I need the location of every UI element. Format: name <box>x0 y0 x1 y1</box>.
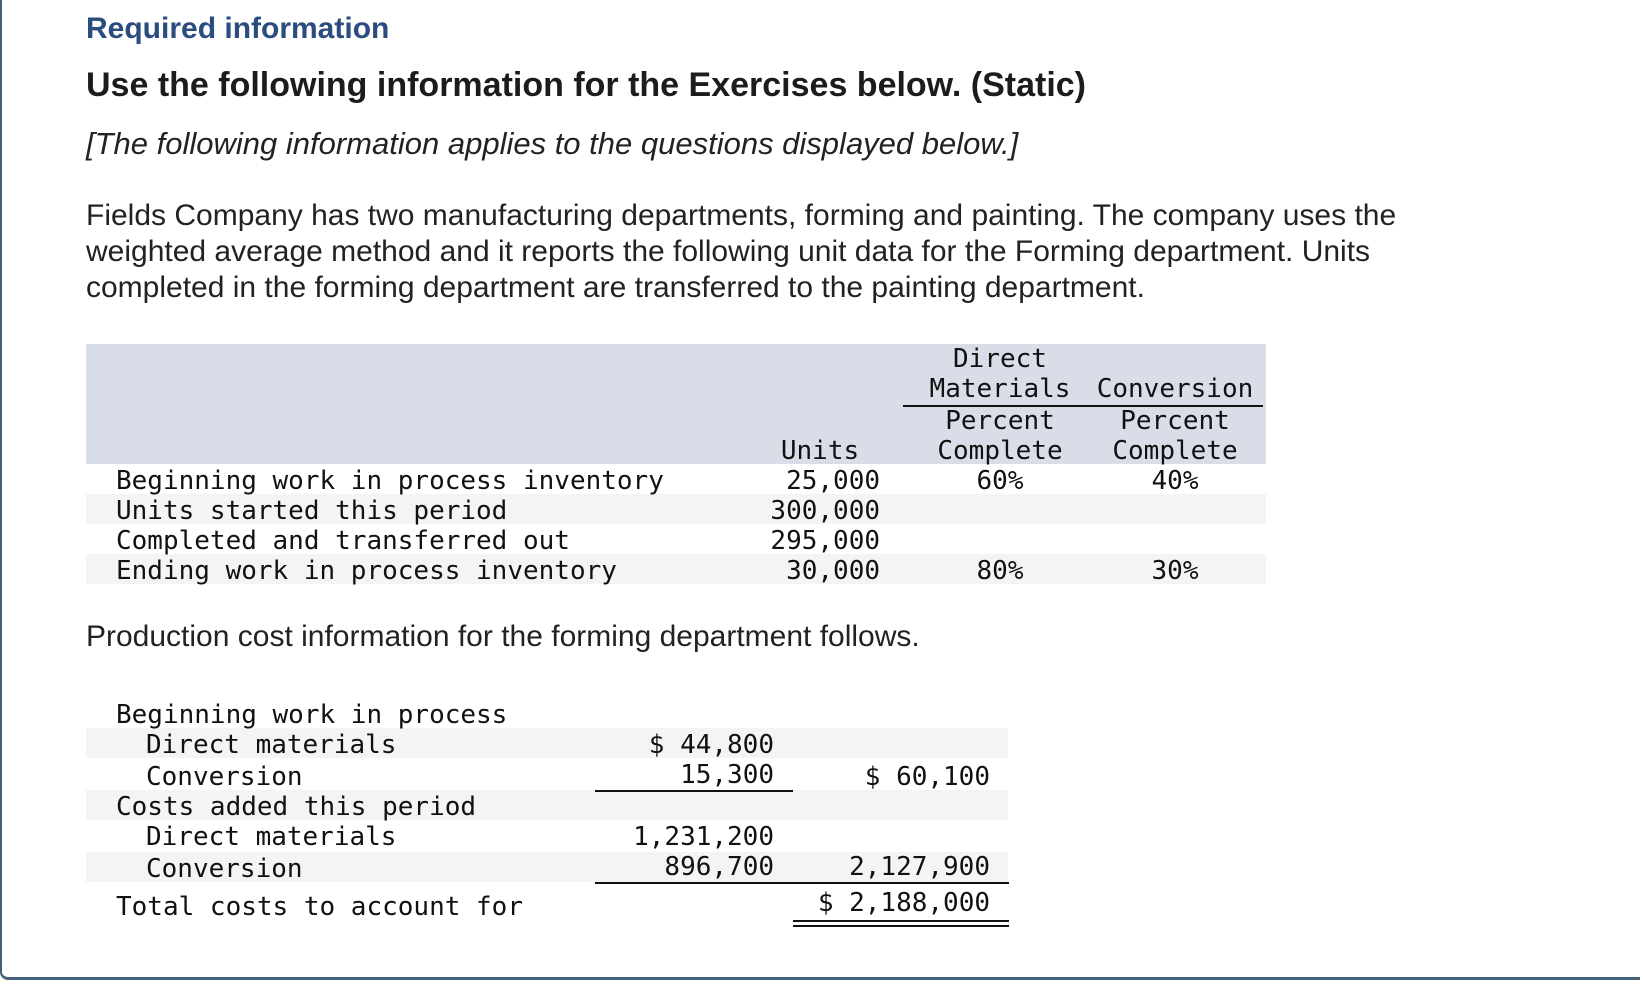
bwip-dm-value: $ 44,800 <box>648 730 774 760</box>
row-conv-percent: 30% <box>1151 556 1199 586</box>
added-total: 2,127,900 <box>849 852 990 882</box>
row-units: 295,000 <box>770 526 880 556</box>
conv-header-mid: Conversion <box>1096 374 1254 404</box>
conv-header-complete: Complete <box>1112 436 1238 466</box>
row-label: Completed and transferred out <box>116 526 570 556</box>
row-label: Ending work in process inventory <box>116 556 617 586</box>
units-header: Units <box>780 436 860 466</box>
applies-note: [The following information applies to the questions displayed below.] <box>86 126 1019 161</box>
added-conv-label: Conversion <box>146 854 303 884</box>
required-info-heading: Required information <box>86 12 390 45</box>
row-label: Units started this period <box>116 496 508 526</box>
row-dm-percent: 60% <box>976 466 1024 496</box>
subtotal-underline <box>793 882 1009 884</box>
total-value: $ 2,188,000 <box>817 888 990 918</box>
conv-header-percent: Percent <box>1120 406 1230 436</box>
row-conv-percent: 40% <box>1151 466 1199 496</box>
bwip-total: $ 60,100 <box>864 762 990 792</box>
intro-paragraph: Fields Company has two manufacturing departments, forming and painting. The company uses the weighted average method and it reports the following unit data for the Forming department. Units completed in the forming department are transferred to the painting department. <box>86 199 1397 304</box>
subtotal-underline <box>595 882 793 884</box>
exercise-title: Use the following information for the Exercises below. (Static) <box>86 66 1086 104</box>
added-dm-value: 1,231,200 <box>633 822 774 852</box>
dm-header-top: Direct <box>953 344 1047 374</box>
row-dm-percent: 80% <box>976 556 1024 586</box>
bwip-conv-value: 15,300 <box>680 760 774 790</box>
added-dm-label: Direct materials <box>146 822 397 852</box>
total-label: Total costs to account for <box>116 892 523 922</box>
bwip-label: Beginning work in process <box>116 700 508 730</box>
double-underline-bottom <box>793 925 1009 927</box>
bwip-dm-label: Direct materials <box>146 730 397 760</box>
dm-header-complete: Complete <box>937 436 1063 466</box>
dm-header-mid: Materials <box>929 374 1071 404</box>
subtotal-underline <box>595 790 793 792</box>
production-intro: Production cost information for the forming department follows. <box>86 620 920 653</box>
row-units: 300,000 <box>770 496 880 526</box>
added-conv-value: 896,700 <box>664 852 774 882</box>
double-underline-top <box>793 920 1009 922</box>
added-label: Costs added this period <box>116 792 477 822</box>
row-label: Beginning work in process inventory <box>116 466 664 496</box>
dm-header-percent: Percent <box>945 406 1055 436</box>
row-units: 30,000 <box>786 556 880 586</box>
row-units: 25,000 <box>786 466 880 496</box>
bwip-conv-label: Conversion <box>146 762 303 792</box>
